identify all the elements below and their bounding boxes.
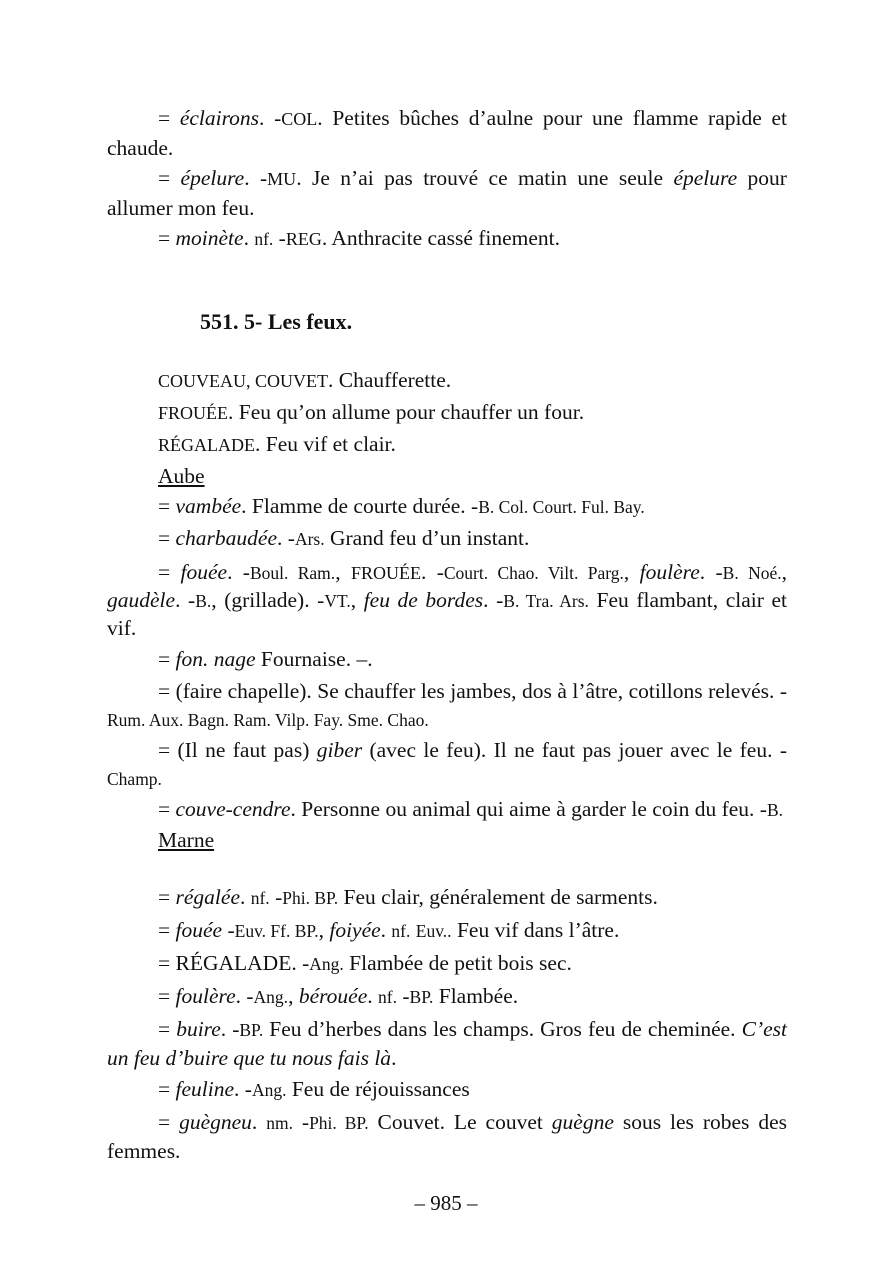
- top-entries: [107, 104, 787, 255]
- entry-feuline: = feuline. -Ang. Feu de réjouissances: [158, 1077, 470, 1101]
- entry-charbaudee: = charbaudée. -Ars. Grand feu d’un instant.: [158, 526, 530, 550]
- entry-vambee: = vambée. Flamme de courte durée. -B. Col. Court. Ful. Bay.: [158, 494, 645, 518]
- entry-faire-chapelle: = (faire chapelle). Se chauffer les jambes, dos à l’âtre, cotillons relevés. -Rum. Aux. Bagn. Ram. Vilp. Fay. Sme. Chao.: [107, 679, 787, 730]
- entry-giber: = (Il ne faut pas) giber (avec le feu). Il ne faut pas jouer avec le feu. -Champ.: [107, 738, 787, 789]
- general-entries: [107, 365, 787, 492]
- region-aube-label: Aube: [158, 464, 205, 488]
- entry-moinete: = moinète. nf. -REG. Anthracite cassé finement.: [158, 226, 561, 250]
- entry-foulere: = foulère. -Ang., bérouée. nf. -BP. Flambée.: [158, 984, 519, 1008]
- entry-couve-cendre: = couve-cendre. Personne ou animal qui aime à garder le coin du feu. -B.: [158, 797, 784, 821]
- entry-regalade-marne: = RÉGALADE. -Ang. Flambée de petit bois sec.: [158, 951, 572, 975]
- aube-entries: [107, 491, 787, 856]
- marne-entries: [107, 881, 787, 1166]
- section-title: 551. 5- Les feux.: [200, 309, 353, 334]
- entry-fouee-marne: = fouée -Euv. Ff. BP., foiyée. nf. Euv.. Feu vif dans l’âtre.: [158, 918, 620, 942]
- region-marne-label: Marne: [158, 828, 215, 852]
- entry-epelure: = épelure. -MU. Je n’ai pas trouvé ce matin une seule épelure pour allumer mon feu.: [107, 166, 787, 220]
- entry-eclairons: = éclairons. -COL. Petites bûches d’aulne pour une flamme rapide et chaude.: [107, 106, 787, 160]
- entry-fouee: = fouée. -Boul. Ram., FROUÉE. -Court. Chao. Vilt. Parg., foulère. -B. Noé., gaudèle. -B., (grillade). -VT., feu de bordes. -B. Tra. Ars. Feu flambant, clair et vif.: [107, 560, 788, 640]
- page-number: – 985 –: [414, 1191, 478, 1215]
- entry-regalade: RÉGALADE. Feu vif et clair.: [158, 432, 396, 456]
- entry-fonnage: = fon. nage Fournaise. –.: [158, 647, 373, 671]
- entry-couveau: COUVEAU, COUVET. Chaufferette.: [158, 368, 452, 392]
- entry-regalee: = régalée. nf. -Phi. BP. Feu clair, généralement de sarments.: [158, 885, 658, 909]
- entry-frouee: FROUÉE. Feu qu’on allume pour chauffer un four.: [158, 400, 585, 424]
- entry-buire: = buire. -BP. Feu d’herbes dans les champs. Gros feu de cheminée. C’est un feu d’buire que tu nous fais là.: [107, 1017, 787, 1070]
- entry-guegneu: = guègneu. nm. -Phi. BP. Couvet. Le couvet guègne sous les robes des femmes.: [107, 1110, 787, 1163]
